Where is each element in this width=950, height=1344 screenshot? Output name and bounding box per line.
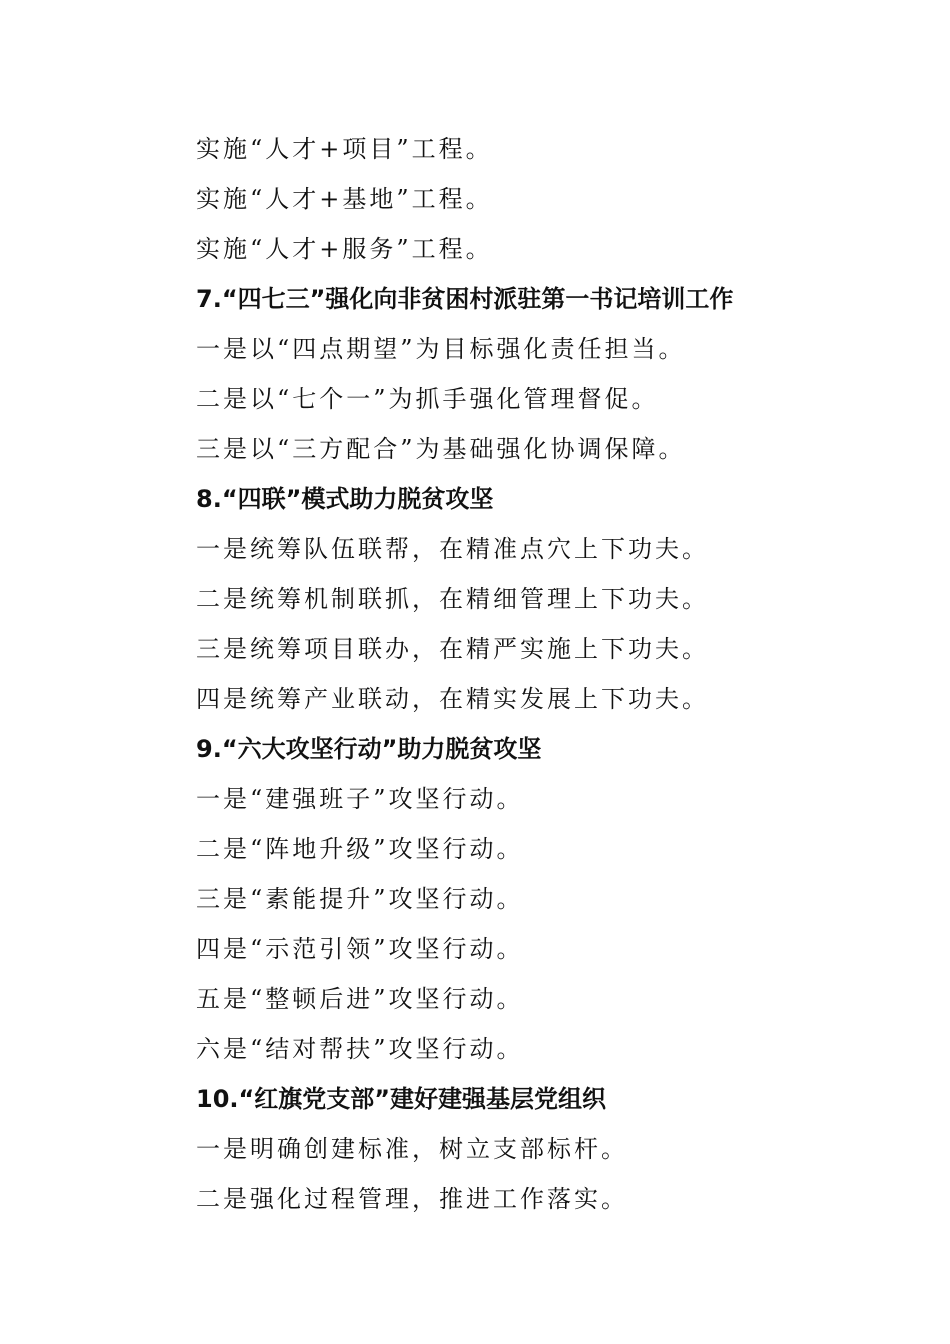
section-heading: 10.“红旗党支部”建好建强基层党组织	[196, 1085, 607, 1113]
section-heading: 8.“四联”模式助力脱贫攻坚	[196, 485, 494, 513]
section-heading: 9.“六大攻坚行动”助力脱贫攻坚	[196, 735, 542, 763]
paragraph-line: 二是以“七个一”为抓手强化管理督促。	[196, 385, 659, 413]
paragraph-line: 二是统筹机制联抓，在精细管理上下功夫。	[196, 585, 709, 613]
paragraph-line: 实施“人才+服务”工程。	[196, 235, 493, 263]
paragraph-line: 二是强化过程管理，推进工作落实。	[196, 1185, 628, 1213]
paragraph-line: 一是明确创建标准，树立支部标杆。	[196, 1135, 628, 1163]
paragraph-line: 四是统筹产业联动，在精实发展上下功夫。	[196, 685, 709, 713]
paragraph-line: 三是以“三方配合”为基础强化协调保障。	[196, 435, 686, 463]
paragraph-line: 实施“人才+项目”工程。	[196, 135, 493, 163]
paragraph-line: 三是统筹项目联办，在精严实施上下功夫。	[196, 635, 709, 663]
paragraph-line: 五是“整顿后进”攻坚行动。	[196, 985, 524, 1013]
paragraph-line: 一是统筹队伍联帮，在精准点穴上下功夫。	[196, 535, 709, 563]
paragraph-line: 一是以“四点期望”为目标强化责任担当。	[196, 335, 686, 363]
paragraph-line: 四是“示范引领”攻坚行动。	[196, 935, 524, 963]
paragraph-line: 二是“阵地升级”攻坚行动。	[196, 835, 524, 863]
paragraph-line: 六是“结对帮扶”攻坚行动。	[196, 1035, 524, 1063]
paragraph-line: 三是“素能提升”攻坚行动。	[196, 885, 524, 913]
paragraph-line: 一是“建强班子”攻坚行动。	[196, 785, 524, 813]
section-heading: 7.“四七三”强化向非贫困村派驻第一书记培训工作	[196, 285, 734, 313]
paragraph-line: 实施“人才+基地”工程。	[196, 185, 493, 213]
